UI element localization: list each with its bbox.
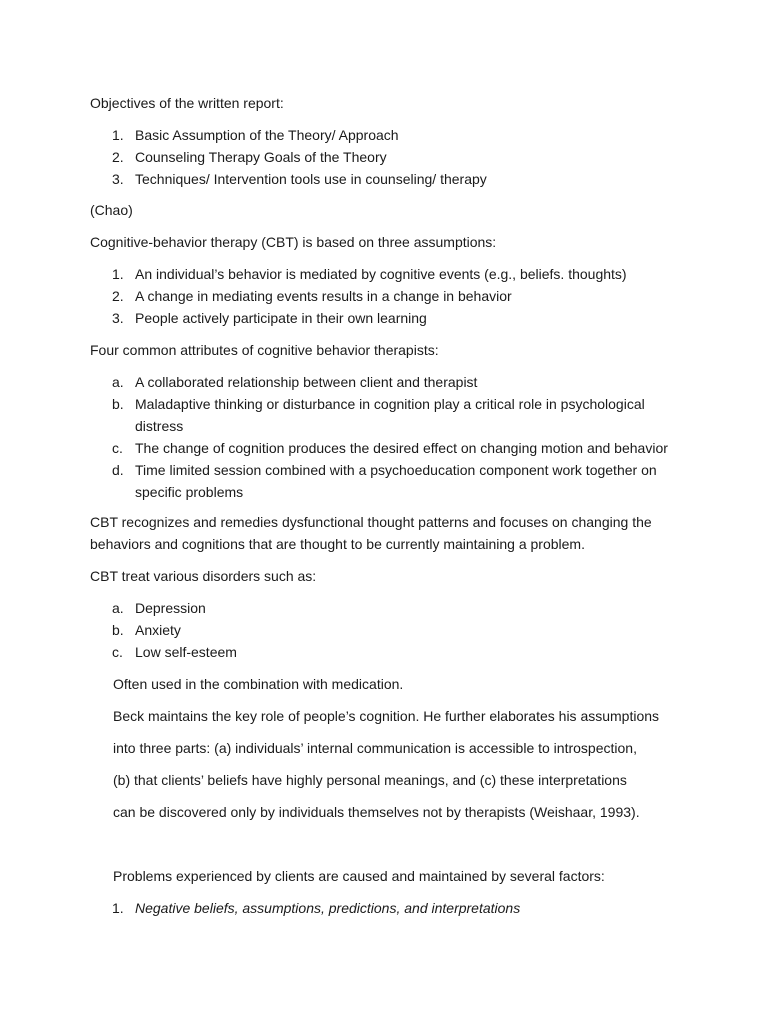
- list-item-text: A collaborated relationship between client and therapist: [135, 374, 478, 390]
- factors-list: [90, 897, 680, 919]
- list-item-text: An individual’s behavior is mediated by cognitive events (e.g., beliefs. thoughts): [135, 266, 627, 282]
- beck-line: can be discovered only by individuals themselves not by therapists (Weishaar, 1993).: [113, 804, 640, 820]
- list-item: [90, 307, 680, 329]
- list-item-text: People actively participate in their own learning: [135, 310, 427, 326]
- list-item: [90, 597, 680, 619]
- list-item: [90, 168, 680, 190]
- beck-line: (b) that clients’ beliefs have highly personal meanings, and (c) these interpretations: [113, 772, 627, 788]
- list-marker: d.: [112, 462, 124, 478]
- list-item: [90, 371, 680, 393]
- beck-line: Beck maintains the key role of people’s cognition. He further elaborates his assumptions: [113, 708, 660, 724]
- objectives-heading: Objectives of the written report:: [90, 95, 284, 111]
- list-item: [90, 459, 680, 503]
- cbt-recognizes-paragraph: CBT recognizes and remedies dysfunctional thought patterns and focuses on changing the behaviors and cognitions that are thought to be currently maintaining a problem.: [90, 514, 652, 552]
- list-item: [90, 124, 680, 146]
- medication-note: Often used in the combination with medication.: [113, 676, 404, 692]
- list-item: [90, 285, 680, 307]
- disorders-heading: CBT treat various disorders such as:: [90, 568, 317, 584]
- list-item-text: Maladaptive thinking or disturbance in cognition play a critical role in psychological distress: [135, 396, 645, 434]
- list-item-text: Negative beliefs, assumptions, predictions, and interpretations: [135, 900, 521, 916]
- list-marker: 2.: [112, 149, 124, 165]
- list-item: [90, 897, 680, 919]
- problems-heading: Problems experienced by clients are caused and maintained by several factors:: [113, 868, 605, 884]
- list-item-text: Counseling Therapy Goals of the Theory: [135, 149, 387, 165]
- list-marker: 3.: [112, 171, 124, 187]
- list-marker: b.: [112, 622, 124, 638]
- list-marker: 1.: [112, 127, 124, 143]
- list-marker: 1.: [112, 900, 124, 916]
- list-item: [90, 146, 680, 168]
- beck-line: into three parts: (a) individuals’ internal communication is accessible to introspection,: [113, 740, 637, 756]
- list-item-text: Techniques/ Intervention tools use in counseling/ therapy: [135, 171, 487, 187]
- list-item: [90, 619, 680, 641]
- list-item: [90, 263, 680, 285]
- cbt-assumptions-heading: Cognitive-behavior therapy (CBT) is based on three assumptions:: [90, 234, 497, 250]
- list-item-text: Anxiety: [135, 622, 181, 638]
- list-marker: 3.: [112, 310, 124, 326]
- attributes-heading: Four common attributes of cognitive behavior therapists:: [90, 342, 439, 358]
- author-note: (Chao): [90, 202, 133, 218]
- list-marker: c.: [112, 644, 123, 660]
- list-marker: b.: [112, 396, 124, 412]
- cbt-assumptions-list: [90, 263, 680, 329]
- list-item: [90, 393, 680, 437]
- objectives-list: [90, 124, 680, 190]
- list-item-text: Depression: [135, 600, 206, 616]
- disorders-list: [90, 597, 680, 663]
- list-item-text: A change in mediating events results in a change in behavior: [135, 288, 512, 304]
- list-item: [90, 641, 680, 663]
- list-marker: a.: [112, 374, 124, 390]
- attributes-list: [90, 371, 680, 503]
- list-item: [90, 437, 680, 459]
- list-item-text: Time limited session combined with a psychoeducation component work together on specific problems: [135, 462, 657, 500]
- list-item-text: Low self-esteem: [135, 644, 237, 660]
- list-item-text: Basic Assumption of the Theory/ Approach: [135, 127, 399, 143]
- list-marker: 2.: [112, 288, 124, 304]
- list-marker: c.: [112, 440, 123, 456]
- list-item-text: The change of cognition produces the desired effect on changing motion and behavior: [135, 440, 668, 456]
- list-marker: 1.: [112, 266, 124, 282]
- list-marker: a.: [112, 600, 124, 616]
